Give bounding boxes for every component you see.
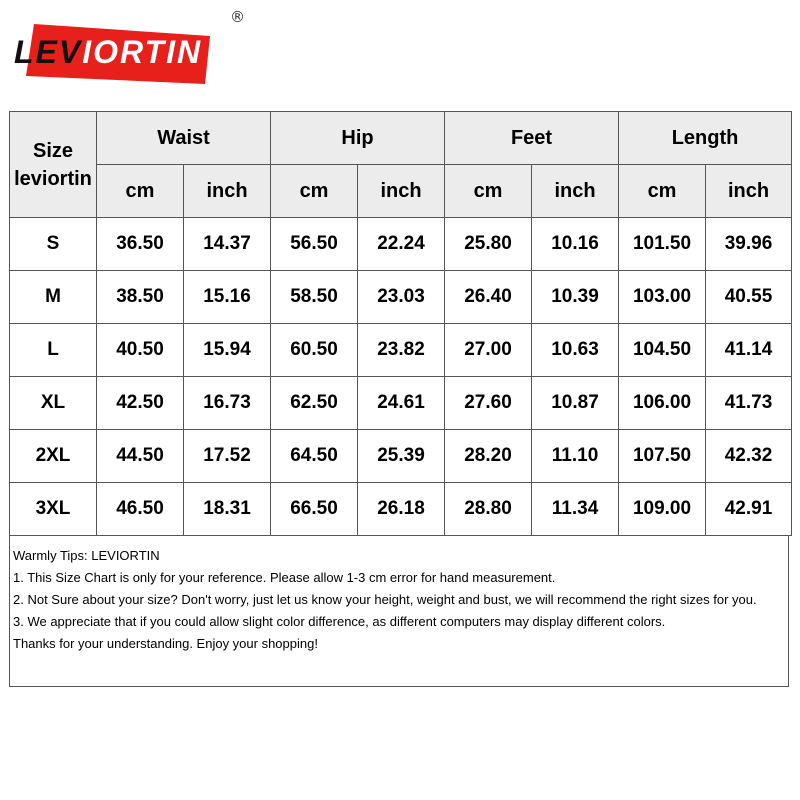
table-cell: 41.14: [706, 324, 792, 377]
table-row: [10, 324, 792, 377]
table-cell: 15.16: [184, 271, 271, 324]
logo-text-light: IORTIN: [82, 34, 203, 70]
group-header-hip: Hip: [271, 112, 445, 165]
table-cell: 27.00: [445, 324, 532, 377]
size-header-line1: Size: [32, 139, 74, 162]
unit-header: cm: [97, 165, 184, 218]
table-cell: 41.73: [706, 377, 792, 430]
size-cell: 3XL: [10, 483, 97, 536]
table-cell: 25.80: [445, 218, 532, 271]
table-cell: 36.50: [97, 218, 184, 271]
table-cell: 60.50: [271, 324, 358, 377]
table-cell: 28.80: [445, 483, 532, 536]
table-cell: 11.34: [532, 483, 619, 536]
header-row-groups: [10, 112, 792, 165]
table-cell: 10.87: [532, 377, 619, 430]
header-row-units: [10, 165, 792, 218]
table-row: [10, 483, 792, 536]
table-cell: 42.91: [706, 483, 792, 536]
table-cell: 39.96: [706, 218, 792, 271]
table-cell: 10.16: [532, 218, 619, 271]
group-header-feet: Feet: [445, 112, 619, 165]
table-cell: 22.24: [358, 218, 445, 271]
size-chart-table: [9, 111, 792, 536]
table-cell: 38.50: [97, 271, 184, 324]
table-row: [10, 271, 792, 324]
table-cell: 11.10: [532, 430, 619, 483]
table-cell: 28.20: [445, 430, 532, 483]
table-cell: 101.50: [619, 218, 706, 271]
unit-header: inch: [532, 165, 619, 218]
size-cell: 2XL: [10, 430, 97, 483]
unit-header: cm: [271, 165, 358, 218]
table-cell: 107.50: [619, 430, 706, 483]
tips-line: Thanks for your understanding. Enjoy your shopping!: [13, 636, 318, 651]
unit-header: inch: [706, 165, 792, 218]
tips-title: Warmly Tips: LEVIORTIN: [13, 548, 160, 563]
table-cell: 26.18: [358, 483, 445, 536]
unit-header: inch: [184, 165, 271, 218]
brand-logo: [8, 14, 248, 84]
table-row: [10, 377, 792, 430]
logo-text-dark: LEV: [14, 34, 83, 70]
table-cell: 23.82: [358, 324, 445, 377]
table-cell: 24.61: [358, 377, 445, 430]
table-cell: 42.50: [97, 377, 184, 430]
unit-header: cm: [619, 165, 706, 218]
table-cell: 27.60: [445, 377, 532, 430]
table-cell: 26.40: [445, 271, 532, 324]
table-cell: 10.39: [532, 271, 619, 324]
table-cell: 40.55: [706, 271, 792, 324]
size-header: [10, 112, 97, 218]
table-cell: 64.50: [271, 430, 358, 483]
logo-text: [14, 34, 244, 71]
table-cell: 15.94: [184, 324, 271, 377]
group-header-length: Length: [619, 112, 792, 165]
group-header-waist: Waist: [97, 112, 271, 165]
table-cell: 103.00: [619, 271, 706, 324]
table-cell: 10.63: [532, 324, 619, 377]
table-cell: 40.50: [97, 324, 184, 377]
tips-line: 1. This Size Chart is only for your reference. Please allow 1-3 cm error for hand measurement.: [13, 570, 556, 585]
size-cell: S: [10, 218, 97, 271]
table-cell: 62.50: [271, 377, 358, 430]
table-cell: 104.50: [619, 324, 706, 377]
size-header-line2: leviortin: [14, 167, 92, 190]
table-cell: 46.50: [97, 483, 184, 536]
size-cell: M: [10, 271, 97, 324]
table-cell: 109.00: [619, 483, 706, 536]
tips-line: 2. Not Sure about your size? Don't worry, just let us know your height, weight and bust, we will recommend the right sizes for you.: [13, 592, 757, 607]
size-cell: XL: [10, 377, 97, 430]
registered-mark: ®: [230, 8, 245, 26]
table-cell: 14.37: [184, 218, 271, 271]
table-row: [10, 430, 792, 483]
table-cell: 16.73: [184, 377, 271, 430]
table-cell: 17.52: [184, 430, 271, 483]
table-cell: 42.32: [706, 430, 792, 483]
table-cell: 18.31: [184, 483, 271, 536]
tips-line: 3. We appreciate that if you could allow slight color difference, as different computers may display different colors.: [13, 614, 666, 629]
table-cell: 23.03: [358, 271, 445, 324]
table-cell: 25.39: [358, 430, 445, 483]
table-cell: 106.00: [619, 377, 706, 430]
unit-header: inch: [358, 165, 445, 218]
unit-header: cm: [445, 165, 532, 218]
table-cell: 44.50: [97, 430, 184, 483]
table-cell: 56.50: [271, 218, 358, 271]
table-cell: 58.50: [271, 271, 358, 324]
tips-box: [9, 535, 789, 687]
table-cell: 66.50: [271, 483, 358, 536]
size-cell: L: [10, 324, 97, 377]
table-row: [10, 218, 792, 271]
